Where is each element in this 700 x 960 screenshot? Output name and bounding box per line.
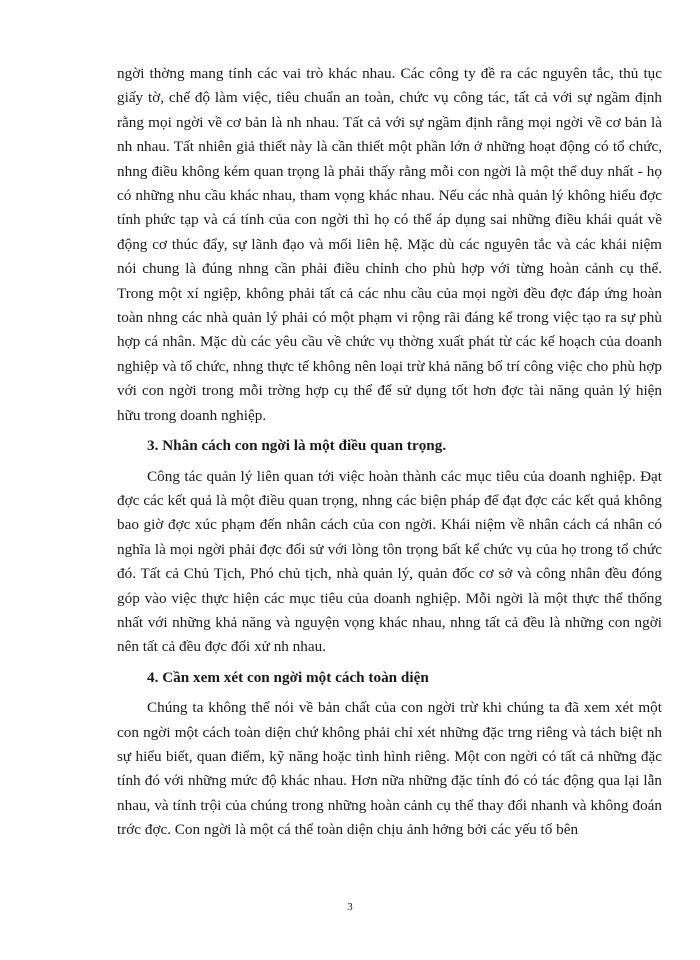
paragraph-2: Công tác quản lý liên quan tới việc hoàn thành các mục tiêu của doanh nghiệp. Đạt đợc các kết quả là một điều quan trọng, nhng các biện pháp để đạt đợc các kết quả không bao giờ đợc xúc phạm đến nhân cách của con ngời. Khái niệm về nhân cách cá nhân có nghĩa là mọi ngời phải đợc đối sử với lòng tôn trọng bất kể chức vụ của họ trong tổ chức đó. Tất cả Chủ Tịch, Phó chủ tịch, nhà quản lý, quản đốc cơ sở và công nhân đều đóng góp vào việc thực hiện các mục tiêu của doanh nghiệp. Mỗi ngời là một thực thể thống nhất với những khả năng và nguyện vọng khác nhau, nhng tất cả đều là những con ngời nên tất cả đều đợc đối xử nh nhau. <box>117 467 662 656</box>
paragraph-3: Chúng ta không thể nói về bản chất của con ngời trừ khi chúng ta đã xem xét một con ngời một cách toàn diện chứ không phải chỉ xét những đặc trng riêng và tách biệt nh sự hiểu biết, quan điểm, kỹ năng hoặc tình hình riêng. Một con ngời có tất cả những đặc tính đó với những mức độ khác nhau. Hơn nữa những đặc tính đó có tác động qua lại lẫn nhau, và tính trội của chúng trong những hoàn cảnh cụ thể thay đổi nhanh và không đoán trớc đợc. Con ngời là một cá thể toàn diện chịu ảnh hởng bởi các yếu tố bên <box>117 699 662 839</box>
document-body <box>117 62 662 843</box>
section-heading-3: 3. Nhân cách con ngời là một điều quan trọng. <box>147 437 447 455</box>
section-heading-4: 4. Cần xem xét con ngời một cách toàn diện <box>147 668 429 686</box>
paragraph-1: ngời thờng mang tính các vai trò khác nhau. Các công ty đề ra các nguyên tắc, thủ tục giấy tờ, chế độ làm việc, tiêu chuẩn an toàn, chức vụ công tác, tất cả với sự ngầm định rằng mọi ngời về cơ bản là nh nhau. Tất cả với sự ngầm định rằng mọi ngời về cơ bản là nh nhau. Tất nhiên giả thiết này là cần thiết một phần lớn ở những hoạt động có tổ chức, nhng điều không kém quan trọng là phải thấy rằng mỗi con ngời là một thể duy nhất - họ có những nhu cầu khác nhau, tham vọng khác nhau. Nếu các nhà quản lý không hiểu đợc tính phức tạp và cá tính của con ngời thì họ có thể áp dụng sai những điều khái quát về động cơ thúc đẩy, sự lãnh đạo và mối liên hệ. Mặc dù các nguyên tắc và các khái niệm nói chung là đúng nhng cần phải điều chỉnh cho phù hợp với từng hoàn cảnh cụ thể. Trong một xí ngiệp, không phải tất cả các nhu cầu của mọi ngời đều đợc đáp ứng hoàn toàn nhng các nhà quản lý phải có một phạm vi rộng rãi đáng kể trong việc tạo ra sự phù hợp cá nhân. Mặc dù các yêu cầu về chức vụ thờng xuất phát từ các kế hoạch của doanh nghiệp và tổ chức, nhng thực tế không nên loại trừ khả năng bố trí công việc cho phù hợp với con ngời trong mỗi trờng hợp cụ thể để sử dụng tốt hơn đợc tài năng quản lý hiện hữu trong doanh nghiệp. <box>117 65 662 424</box>
page-number: 3 <box>347 901 353 913</box>
